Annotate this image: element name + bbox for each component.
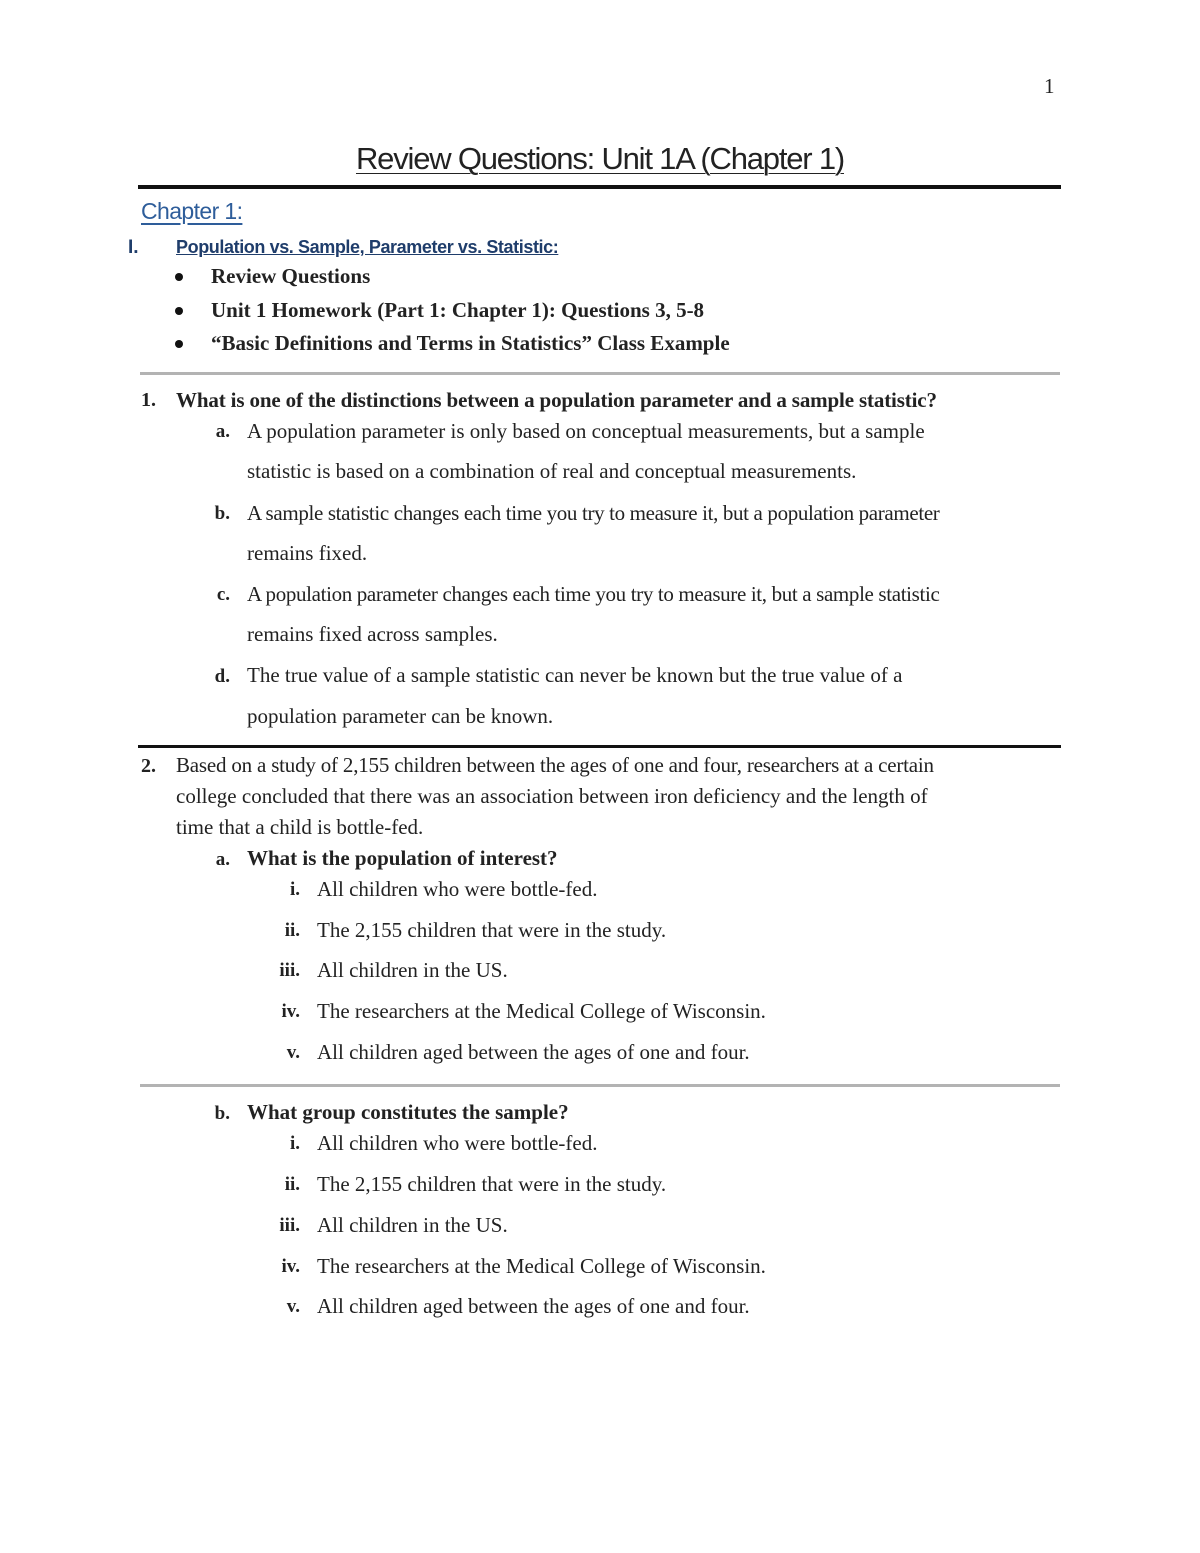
choice-numeral: iv.	[281, 1256, 300, 1277]
choice-numeral: iv.	[281, 1001, 300, 1022]
part-letter: b.	[214, 1103, 230, 1124]
choice-numeral: v.	[286, 1296, 300, 1317]
section-divider	[140, 372, 1060, 375]
option-letter: c.	[216, 584, 230, 605]
title-divider	[138, 185, 1061, 189]
chapter-heading: Chapter 1:	[141, 198, 243, 224]
bullet-icon	[175, 340, 183, 348]
section-numeral: I.	[128, 237, 139, 258]
option-text: statistic is based on a combination of real and conceptual measurements.	[247, 459, 857, 483]
question-text: college concluded that there was an association between iron deficiency and the length of	[176, 784, 928, 808]
bullet-icon	[175, 273, 183, 281]
option-letter: d.	[214, 666, 230, 687]
option-text: A sample statistic changes each time you try to measure it, but a population parameter	[247, 501, 940, 525]
choice-text: All children who were bottle-fed.	[317, 1131, 598, 1155]
choice-text: The researchers at the Medical College of Wisconsin.	[317, 1254, 766, 1278]
bullet-item: “Basic Definitions and Terms in Statistics” Class Example	[211, 331, 730, 355]
option-text: remains fixed across samples.	[247, 622, 498, 646]
page-number: 1	[1044, 74, 1055, 98]
option-text: population parameter can be known.	[247, 704, 554, 728]
choice-text: All children in the US.	[317, 1213, 508, 1237]
section-title: Population vs. Sample, Parameter vs. Statistic:	[176, 237, 559, 257]
choice-numeral: i.	[289, 879, 300, 900]
question-text: time that a child is bottle-fed.	[176, 815, 424, 839]
question-text: What is one of the distinctions between a population parameter and a sample statistic?	[176, 388, 937, 412]
choice-text: All children who were bottle-fed.	[317, 877, 598, 901]
question-divider	[138, 745, 1061, 748]
choice-text: The 2,155 children that were in the study.	[317, 1172, 667, 1196]
part-divider	[140, 1084, 1060, 1087]
part-question: What group constitutes the sample?	[247, 1100, 569, 1124]
question-number: 1.	[141, 389, 156, 411]
bullet-item: Review Questions	[211, 264, 371, 288]
option-letter: a.	[215, 421, 230, 442]
choice-text: The 2,155 children that were in the study.	[317, 918, 667, 942]
choice-text: All children aged between the ages of one and four.	[317, 1040, 750, 1064]
choice-numeral: iii.	[279, 960, 300, 981]
question-number: 2.	[141, 755, 156, 777]
part-letter: a.	[215, 849, 230, 870]
bullet-item: Unit 1 Homework (Part 1: Chapter 1): Questions 3, 5-8	[211, 298, 705, 322]
option-text: A population parameter is only based on conceptual measurements, but a sample	[247, 419, 925, 443]
page-title: Review Questions: Unit 1A (Chapter 1)	[355, 141, 844, 176]
choice-numeral: iii.	[279, 1215, 300, 1236]
choice-numeral: ii.	[284, 920, 300, 941]
option-text: A population parameter changes each time you try to measure it, but a sample statistic	[247, 582, 940, 606]
option-letter: b.	[214, 503, 230, 524]
choice-text: All children aged between the ages of one and four.	[317, 1294, 750, 1318]
option-text: The true value of a sample statistic can never be known but the true value of a	[247, 663, 903, 687]
bullet-icon	[175, 307, 183, 315]
choice-numeral: ii.	[284, 1174, 300, 1195]
choice-numeral: i.	[289, 1133, 300, 1154]
question-text: Based on a study of 2,155 children between the ages of one and four, researchers at a certain	[176, 753, 934, 777]
part-question: What is the population of interest?	[247, 846, 558, 870]
choice-numeral: v.	[286, 1042, 300, 1063]
choice-text: The researchers at the Medical College of Wisconsin.	[317, 999, 766, 1023]
option-text: remains fixed.	[247, 541, 368, 565]
choice-text: All children in the US.	[317, 958, 508, 982]
